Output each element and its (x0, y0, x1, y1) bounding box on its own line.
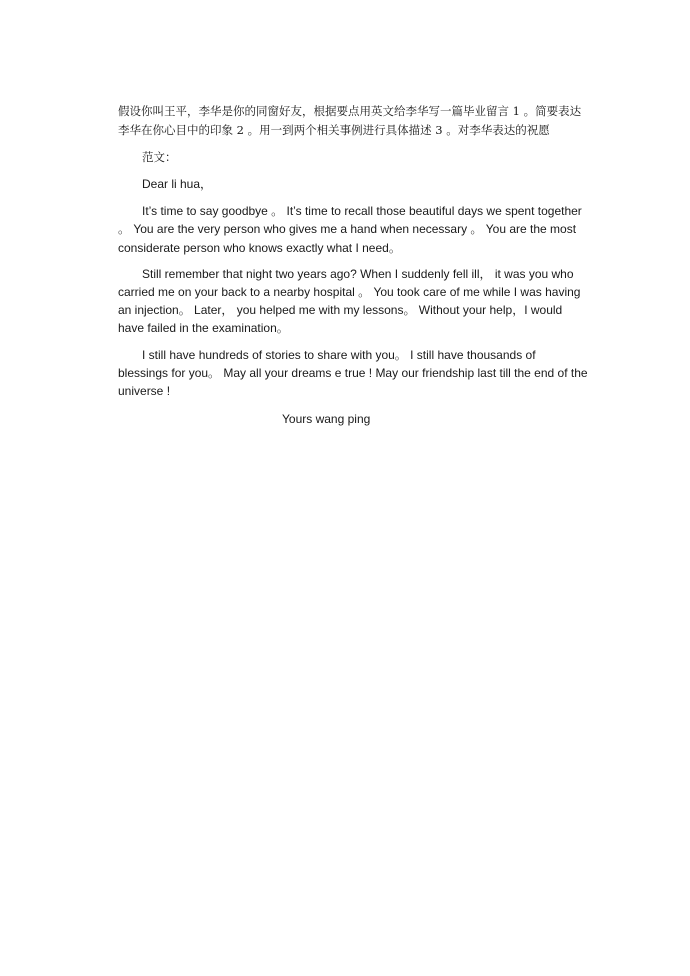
letter-greeting: Dear li hua， (142, 177, 213, 191)
letter-signature: Yours wang ping (282, 412, 371, 427)
letter-paragraph-3: I still have hundreds of stories to share with you。 I still have thousands of blessings for you。 May all your dreams e true ! May our friendship last till the end of the universe ! (118, 347, 588, 399)
writing-prompt: 假设你叫王平，李华是你的同窗好友，根据要点用英文给李华写一篇毕业留言 1 。简要表达李华在你心目中的印象 2 。用一到两个相关事例进行具体描述 3 。对李华表达的祝愿 (118, 104, 582, 137)
sample-essay-label: 范文： (142, 150, 177, 164)
letter-paragraph-1: It’s time to say goodbye 。 It’s time to recall those beautiful days we spent together 。 You are the very person who gives me a hand when necessary 。 You are the most considerate person who knows exactly what I need。 (118, 204, 582, 255)
letter-paragraph-2: Still remember that night two years ago? When I suddenly fell ill， it was you who carried me on your back to a nearby hospital 。 You took care of me while I was having an injection。 Later， you helped me with my lessons。 Without your help，I would have failed in the examination。 (118, 266, 581, 336)
document-page (118, 102, 588, 428)
